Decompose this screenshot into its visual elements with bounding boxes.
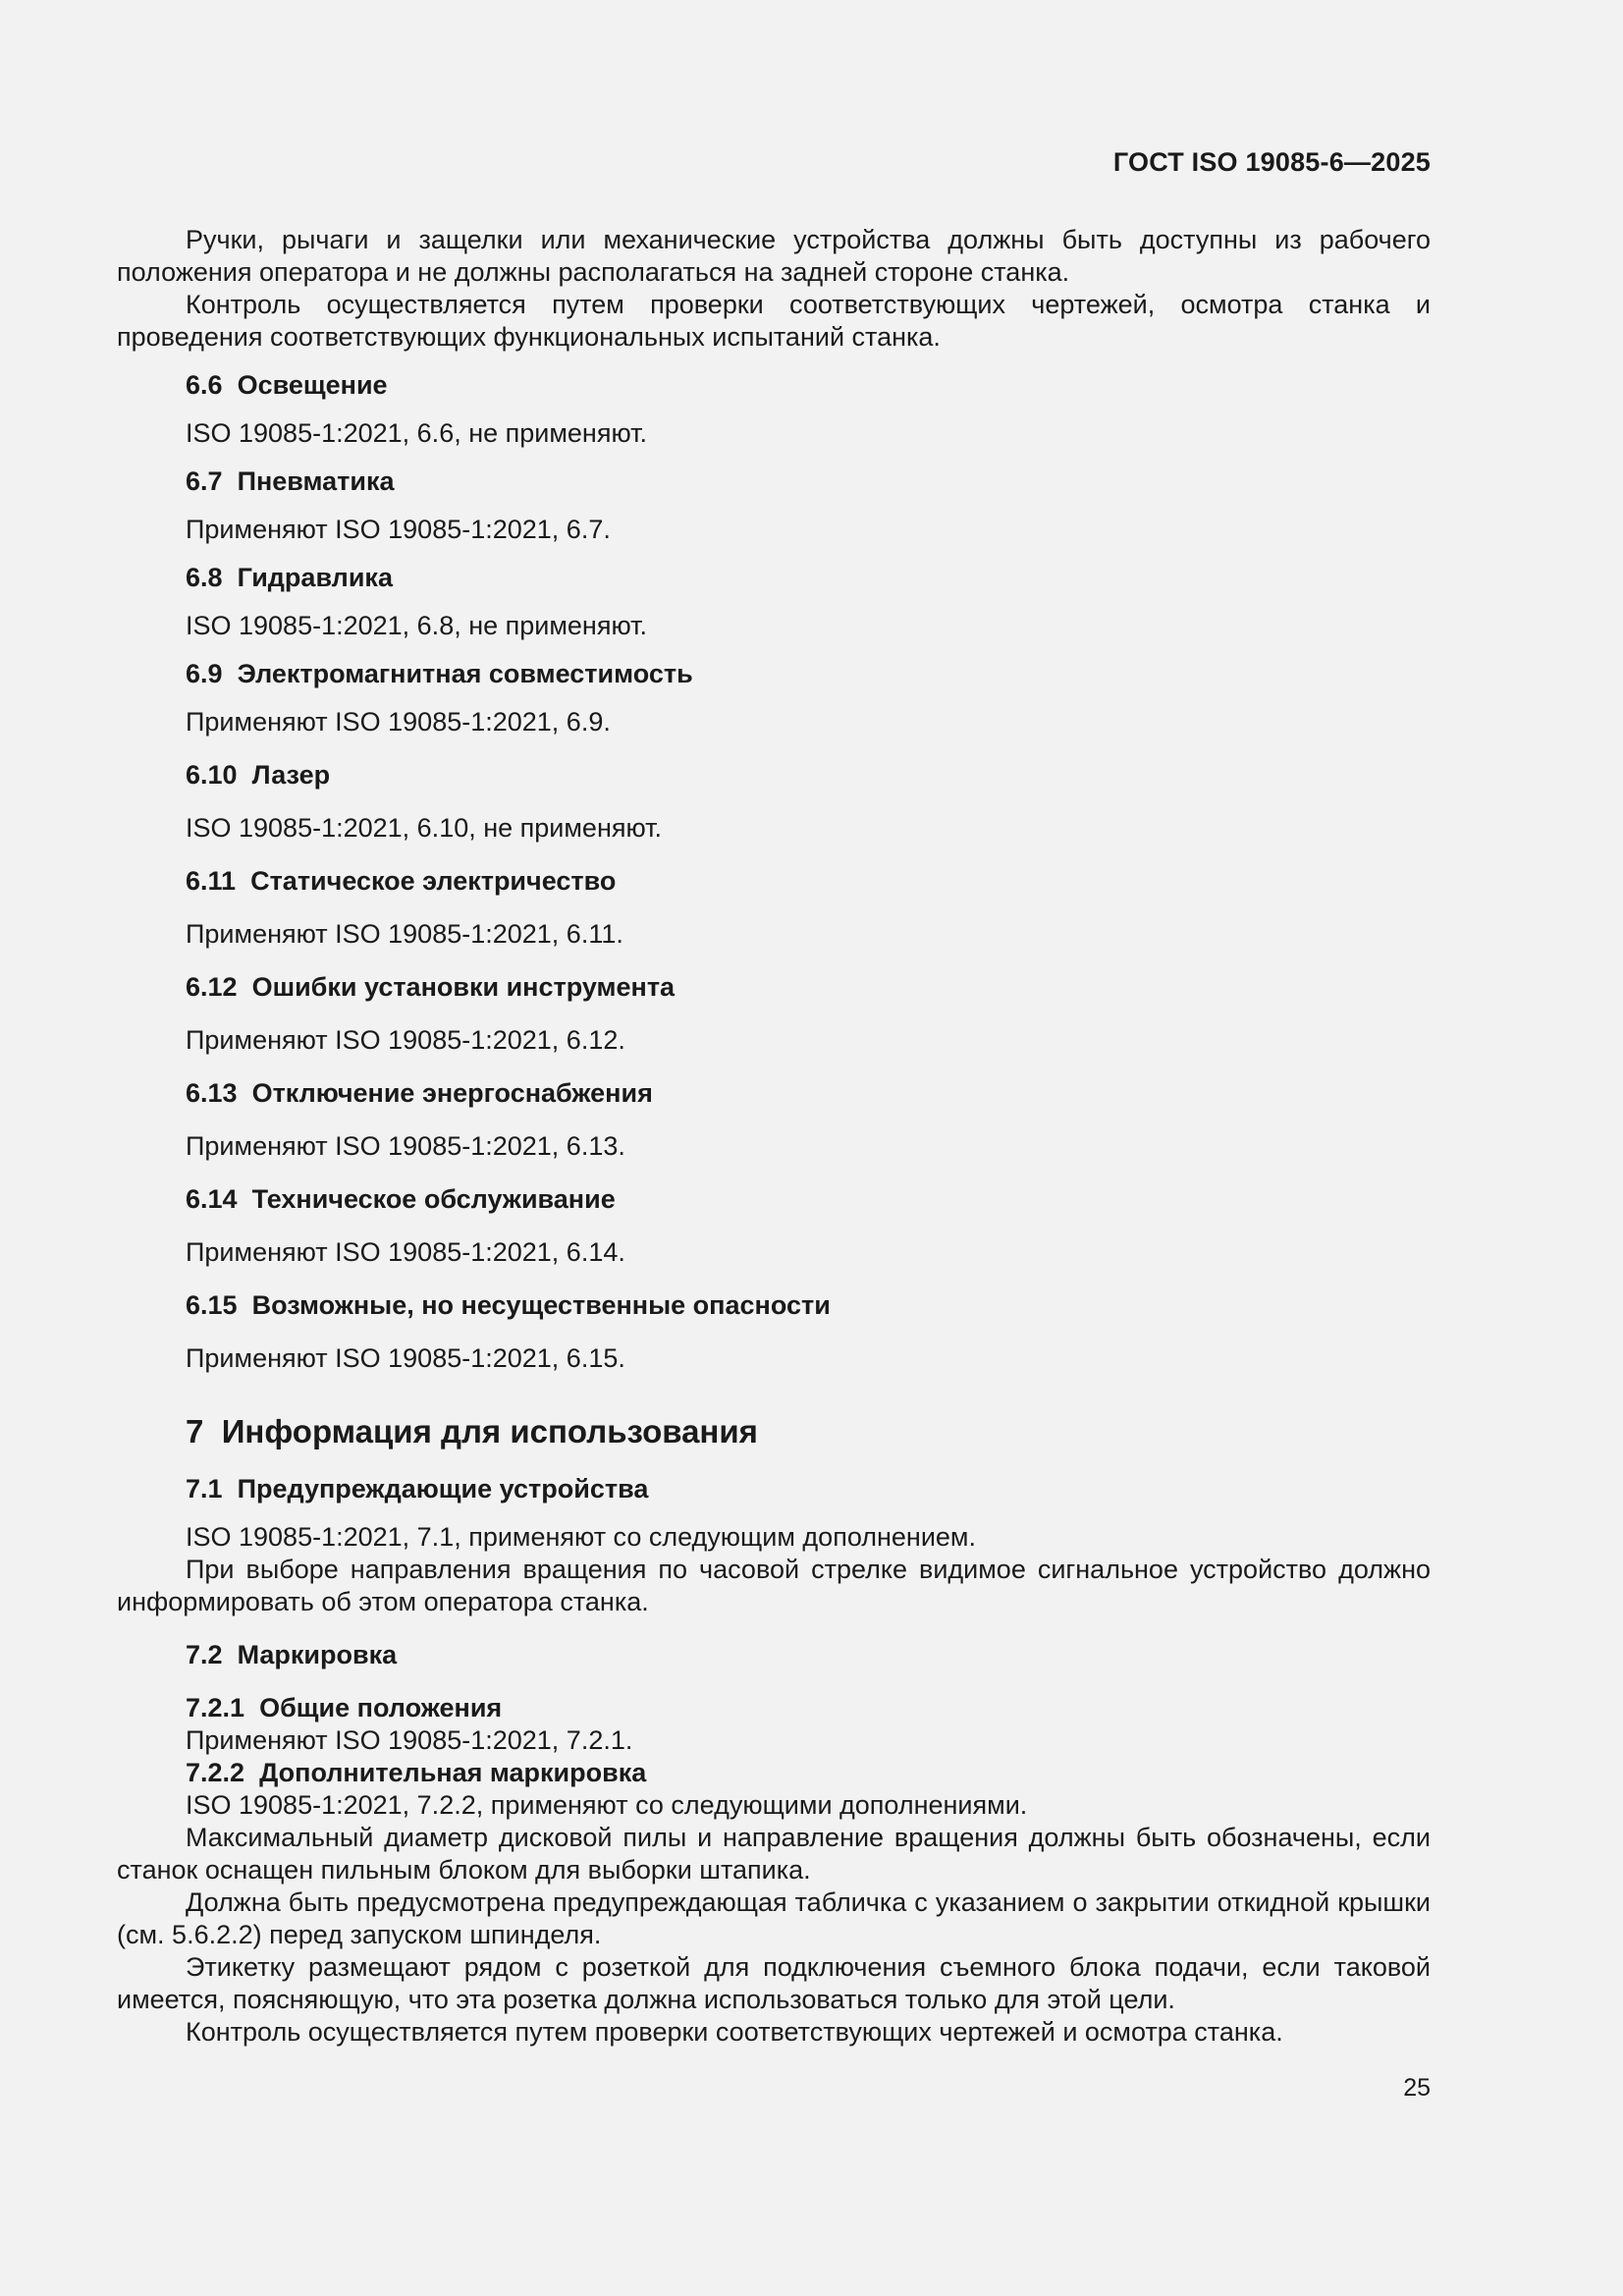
section-number: 7.2.2 [186,1758,245,1787]
section-title: Статическое электричество [250,866,617,896]
section-number: 6.10 [186,760,238,790]
section-6-8-text: ISO 19085-1:2021, 6.8, не применяют. [186,611,647,640]
section-number: 7.2 [186,1640,223,1669]
section-6-10-heading [117,759,1431,792]
section-number: 6.6 [186,370,223,400]
section-title: Общие положения [259,1693,503,1722]
section-title: Дополнительная маркировка [259,1758,647,1787]
section-number: 6.13 [186,1078,238,1108]
section-title: Информация для использования [221,1413,758,1449]
section-number: 6.12 [186,972,238,1002]
section-title: Маркировка [237,1640,398,1669]
section-6-12-text: Применяют ISO 19085-1:2021, 6.12. [186,1025,625,1055]
section-7-1-paragraph-2: При выборе направления вращения по часовой стрелке видимое сигнальное устройство должно информировать об этом оператора станка. [117,1555,1431,1616]
section-7-2-2-paragraph-3: Должна быть предусмотрена предупреждающая табличка с указанием о закрытии откидной крышки (см. 5.6.2.2) перед запуском шпинделя. [117,1887,1431,1949]
section-title: Электромагнитная совместимость [237,659,693,688]
section-title: Ошибки установки инструмента [251,972,676,1002]
section-6-7-heading [117,465,1431,498]
section-number: 7 [186,1413,204,1449]
section-title: Техническое обслуживание [251,1184,616,1214]
section-7-2-1-heading [117,1692,1431,1724]
section-number: 6.11 [186,866,237,896]
section-title: Отключение энергоснабжения [251,1078,653,1108]
section-7-1-paragraph-1: ISO 19085-1:2021, 7.1, применяют со следующим дополнением. [186,1522,976,1552]
section-number: 7.2.1 [186,1693,245,1722]
section-7-heading [117,1412,1431,1451]
section-6-11-heading [117,865,1431,898]
section-number: 6.15 [186,1290,238,1320]
section-6-11-text: Применяют ISO 19085-1:2021, 6.11. [186,919,623,949]
section-title: Предупреждающие устройства [237,1474,649,1503]
page-content [117,224,1431,2049]
section-6-12-heading [117,971,1431,1004]
section-7-2-2-paragraph-5: Контроль осуществляется путем проверки соответствующих чертежей и осмотра станка. [186,2017,1283,2047]
section-title: Пневматика [237,466,395,496]
section-7-1-heading [117,1473,1431,1505]
section-title: Гидравлика [237,563,393,592]
section-6-13-heading [117,1077,1431,1110]
section-6-7-text: Применяют ISO 19085-1:2021, 6.7. [186,515,611,544]
section-7-2-2-paragraph-4: Этикетку размещают рядом с розеткой для подключения съемного блока подачи, если таковой имеется, поясняющую, что эта розетка должна использоваться только для этой цели. [117,1952,1431,2014]
section-number: 6.14 [186,1184,238,1214]
section-7-2-2-paragraph-1: ISO 19085-1:2021, 7.2.2, применяют со следующими дополнениями. [186,1790,1028,1820]
document-code: ГОСТ ISO 19085-6—2025 [1112,147,1431,177]
intro-paragraph-1: Ручки, рычаги и защелки или механические устройства должны быть доступны из рабочего положения оператора и не должны располагаться на задней стороне станка. [117,225,1431,287]
section-title: Возможные, но несущественные опасности [251,1290,831,1320]
section-6-9-heading [117,658,1431,690]
section-title: Лазер [251,760,331,790]
section-6-13-text: Применяют ISO 19085-1:2021, 6.13. [186,1131,625,1161]
section-number: 6.9 [186,659,223,688]
section-6-15-heading [117,1289,1431,1322]
section-6-6-heading [117,369,1431,402]
section-title: Освещение [237,370,388,400]
section-7-2-2-paragraph-2: Максимальный диаметр дисковой пилы и направление вращения должны быть обозначены, если станок оснащен пильным блоком для выборки штапика. [117,1823,1431,1885]
section-6-8-heading [117,562,1431,594]
section-number: 6.7 [186,466,223,496]
section-6-9-text: Применяют ISO 19085-1:2021, 6.9. [186,707,611,737]
section-6-14-heading [117,1183,1431,1216]
section-number: 7.1 [186,1474,223,1503]
section-number: 6.8 [186,563,223,592]
intro-paragraph-2: Контроль осуществляется путем проверки соответствующих чертежей, осмотра станка и проведения соответствующих функциональных испытаний станка. [117,290,1431,352]
section-6-15-text: Применяют ISO 19085-1:2021, 6.15. [186,1343,625,1373]
section-7-2-1-text: Применяют ISO 19085-1:2021, 7.2.1. [186,1725,633,1755]
page-number: 25 [1403,2074,1431,2102]
section-7-2-2-heading [117,1757,1431,1789]
section-7-2-heading [117,1639,1431,1671]
section-6-10-text: ISO 19085-1:2021, 6.10, не применяют. [186,813,663,843]
section-6-6-text: ISO 19085-1:2021, 6.6, не применяют. [186,418,647,448]
section-6-14-text: Применяют ISO 19085-1:2021, 6.14. [186,1237,625,1267]
